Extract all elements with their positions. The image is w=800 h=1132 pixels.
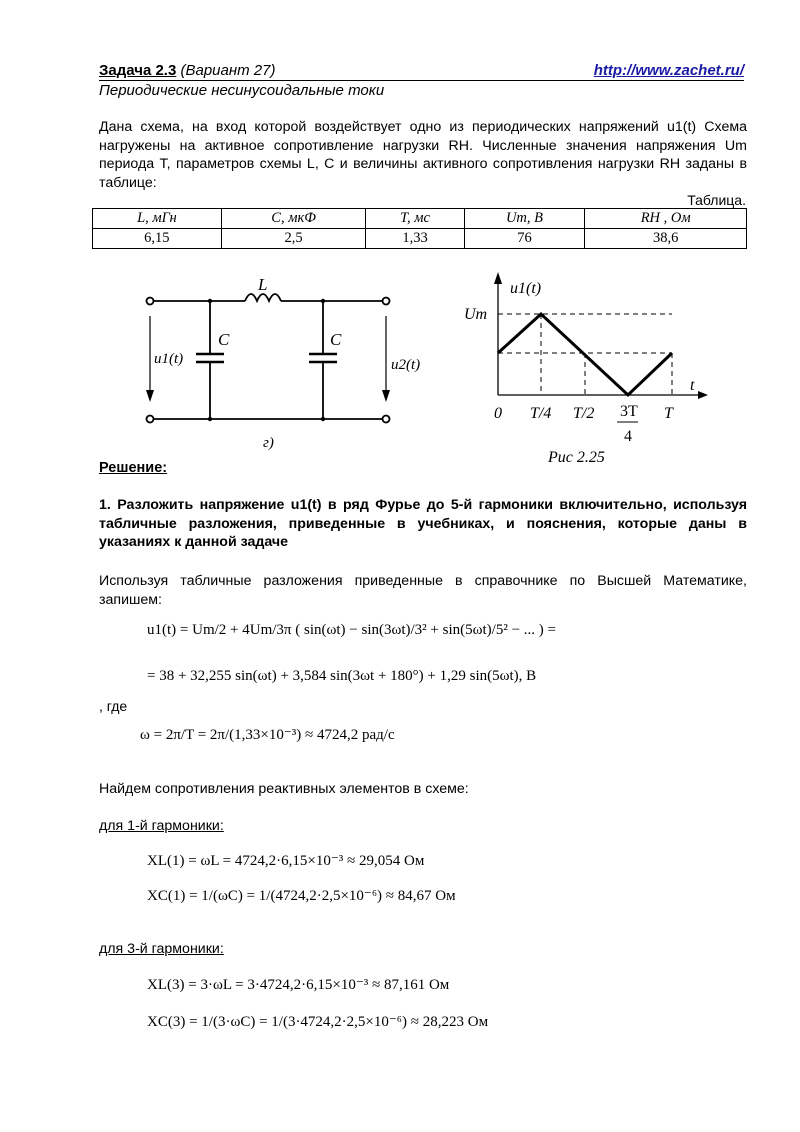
table-header-cell: RH , Ом: [585, 209, 747, 229]
parameter-table: [92, 208, 747, 249]
table-value-cell: 1,33: [366, 229, 464, 249]
omega-formula: ω = 2π/T = 2π/(1,33×10⁻³) ≈ 4724,2 рад/c: [140, 727, 395, 743]
waveform-graph: [460, 270, 710, 470]
inductor-label: L: [258, 275, 268, 294]
tick-label: T/4: [530, 405, 552, 422]
variant-label: (Вариант 27): [180, 62, 276, 79]
table-caption: Таблица.: [687, 192, 746, 208]
inductor-symbol: [245, 294, 281, 301]
graph-um-label: Um: [464, 306, 488, 323]
table-value-cell: 6,15: [93, 229, 222, 249]
table-header-cell: T, мс: [366, 209, 464, 229]
graph-x-label: t: [690, 377, 695, 394]
page-subtitle: Периодические несинусоидальные токи: [99, 82, 385, 99]
graph-caption: Рис 2.25: [548, 449, 605, 466]
intro-paragraph: Дана схема, на вход которой воздействует одно из периодических напряжений u1(t) Схема нагружены на активное сопротивление нагрузки RН. Численные значения напряжения Um периода T, параметров схемы L, C и величины активного сопротивления нагрузки RH заданы в таблице:: [99, 119, 747, 191]
circuit-caption: г): [263, 435, 274, 451]
table-header-cell: L, мГн: [93, 209, 222, 229]
capacitor-label: C: [218, 330, 230, 349]
table-value-cell: 2,5: [221, 229, 366, 249]
page-header: [99, 62, 744, 79]
circuit-diagram: [130, 270, 430, 460]
tick-label: 0: [494, 405, 502, 422]
header-rule: [99, 80, 744, 81]
harmonic1-heading: для 1-й гармоники:: [99, 818, 224, 834]
xl3-formula: XL(3) = 3·ωL = 3·4724,2·6,15×10⁻³ ≈ 87,161 Ом: [147, 977, 450, 993]
table-value-cell: 76: [464, 229, 585, 249]
step1-heading: 1. Разложить напряжение u1(t) в ряд Фурье до 5-й гармоники включительно, используя табличные разложения, приведенные в учебниках, и пояснения, которые даны в указаниях к данной задаче: [99, 497, 747, 551]
output-voltage-label: u2(t): [391, 357, 421, 373]
fourier-numeric-formula: = 38 + 32,255 sin(ωt) + 3,584 sin(3ωt + 180°) + 1,29 sin(5ωt), B: [147, 668, 537, 684]
table-header-cell: C, мкФ: [221, 209, 366, 229]
tick-label: 3T: [620, 403, 638, 420]
graph-y-label: u1(t): [510, 280, 542, 297]
where-label: , где: [99, 698, 128, 714]
task-number: Задача 2.3: [99, 62, 177, 79]
harmonic3-heading: для 3-й гармоники:: [99, 941, 224, 957]
xc3-formula: XC(3) = 1/(3·ωC) = 1/(3·4724,2·2,5×10⁻⁶) ≈ 28,223 Ом: [147, 1014, 489, 1030]
step1-paragraph: Используя табличные разложения приведенные в справочнике по Высшей Математике, запишем:: [99, 573, 747, 608]
header-link[interactable]: http://www.zachet.ru/: [593, 62, 744, 79]
capacitor-label: C: [330, 330, 342, 349]
tick-label: 4: [624, 428, 632, 445]
xc1-formula: XC(1) = 1/(ωC) = 1/(4724,2·2,5×10⁻⁶) ≈ 84,67 Ом: [147, 888, 456, 904]
solution-heading: Решение:: [99, 460, 168, 476]
fourier-series-formula: u1(t) = Um/2 + 4Um/3π ( sin(ωt) − sin(3ωt)/3² + sin(5ωt)/5² − ... ) =: [147, 622, 556, 638]
input-voltage-label: u1(t): [154, 351, 184, 367]
tick-label: T/2: [573, 405, 595, 422]
tick-label: T: [664, 405, 673, 422]
table-header-cell: Um, В: [464, 209, 585, 229]
reactance-paragraph: Найдем сопротивления реактивных элементов в схеме:: [99, 781, 469, 797]
table-value-cell: 38,6: [585, 229, 747, 249]
xl1-formula: XL(1) = ωL = 4724,2·6,15×10⁻³ ≈ 29,054 Ом: [147, 853, 425, 869]
